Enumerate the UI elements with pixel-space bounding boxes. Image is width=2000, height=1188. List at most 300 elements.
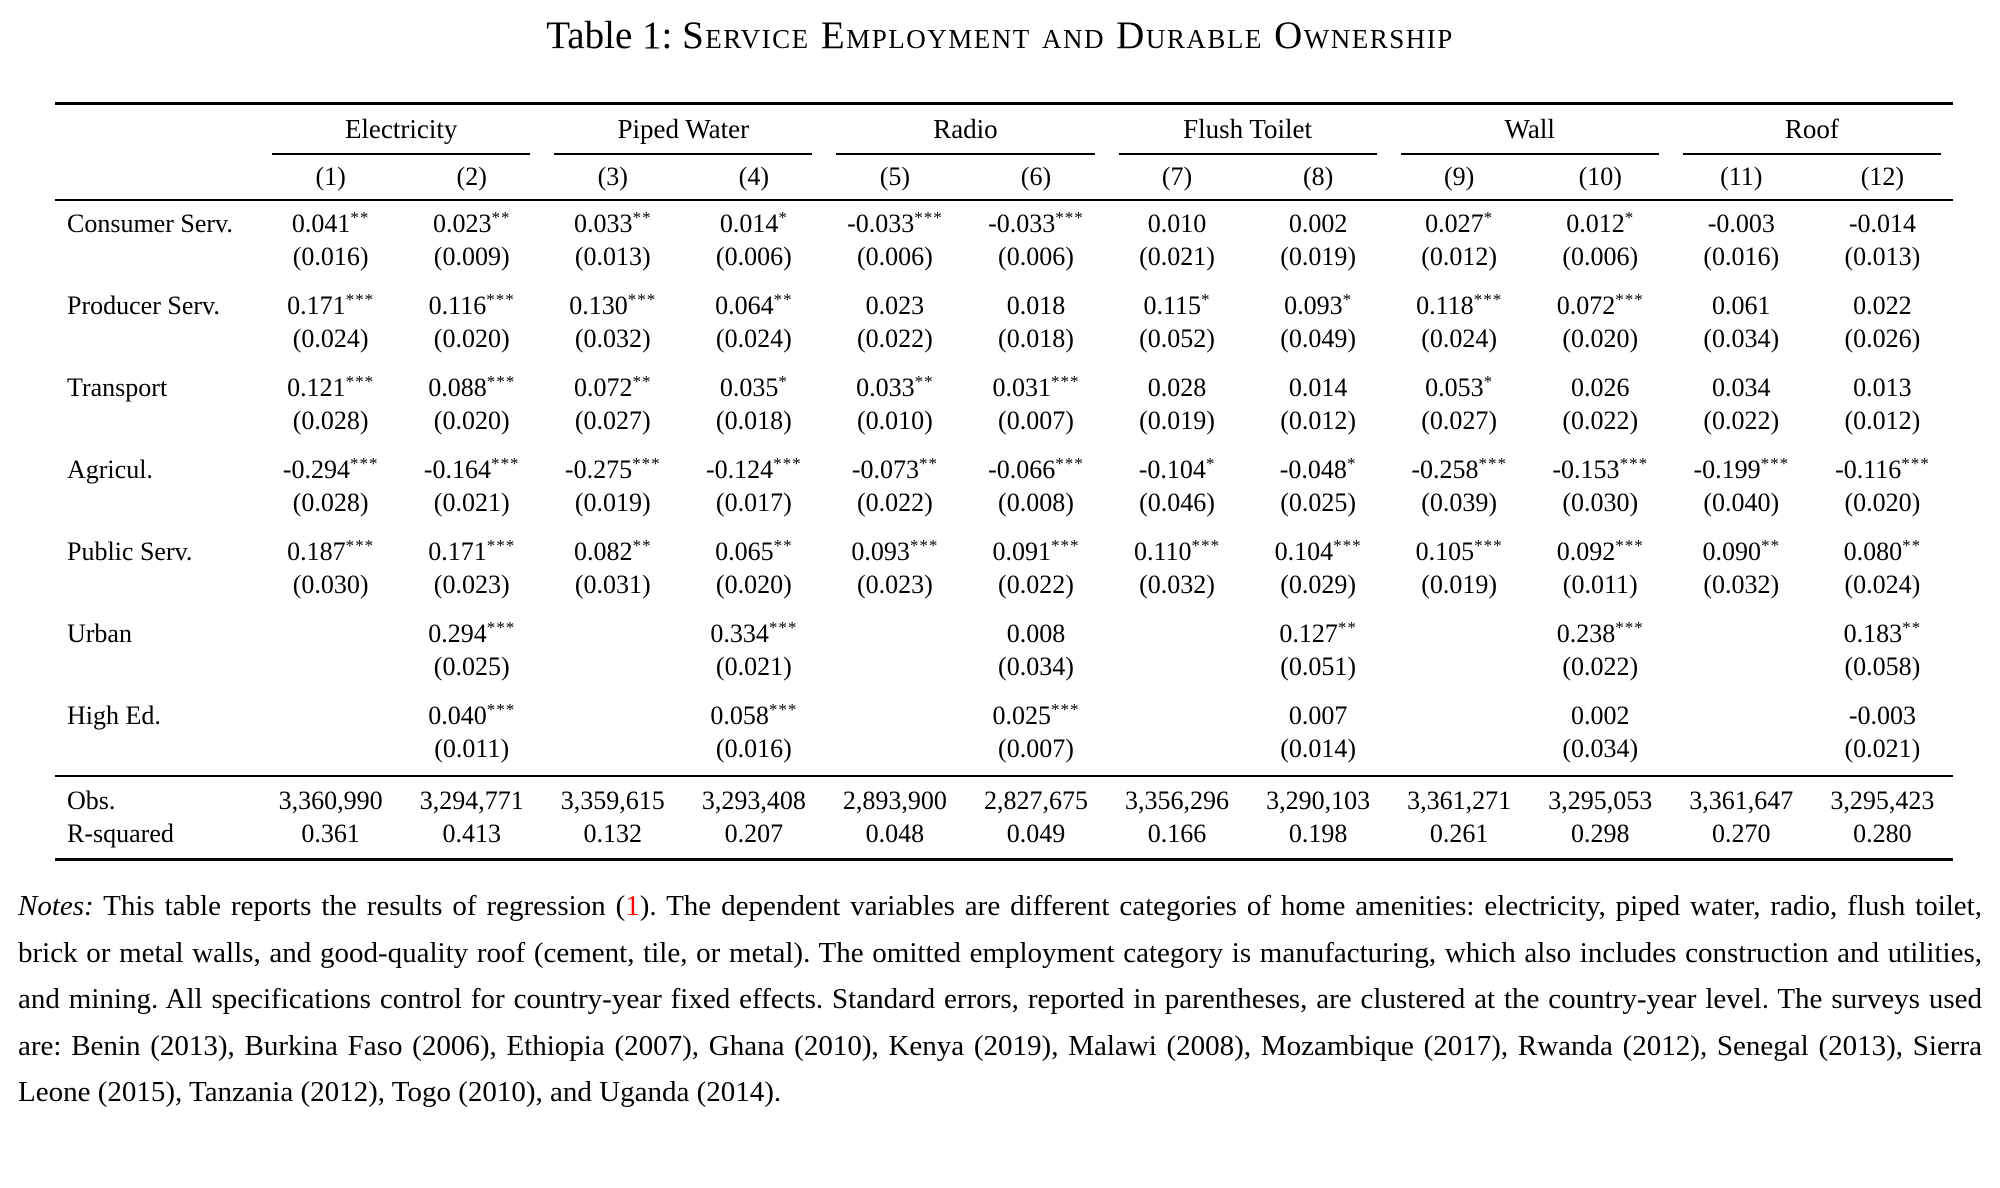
significance-stars: ** <box>632 208 652 227</box>
se-cell: (0.013) <box>1844 242 1921 271</box>
se-cell: (0.013) <box>574 242 651 271</box>
significance-stars: *** <box>632 454 661 473</box>
se-cell: (0.020) <box>1844 488 1921 517</box>
significance-stars: *** <box>1901 454 1930 473</box>
coef-cell: 0.238*** <box>1556 618 1644 648</box>
se-cell <box>1107 650 1248 693</box>
se-cell: (0.040) <box>1703 488 1780 517</box>
table-row <box>55 693 1953 732</box>
stat-value: 0.413 <box>442 819 501 848</box>
significance-stars: * <box>778 372 788 391</box>
table-row <box>55 365 1953 404</box>
column-group-radio <box>824 104 1106 156</box>
significance-stars: *** <box>491 454 520 473</box>
regression-table <box>55 102 1953 861</box>
table-row <box>55 200 1953 240</box>
se-cell: (0.032) <box>1703 570 1780 599</box>
se-cell: (0.006) <box>998 242 1074 271</box>
row-label: Agricul. <box>67 455 153 484</box>
se-cell: (0.046) <box>1139 488 1215 517</box>
group-spanner: Electricity <box>272 111 530 155</box>
column-number: (12) <box>1812 155 1953 200</box>
coef-cell: 0.090** <box>1702 536 1781 566</box>
coef-cell: -0.073** <box>851 454 938 484</box>
significance-stars: ** <box>1761 536 1781 555</box>
significance-stars: ** <box>491 208 511 227</box>
coef-cell: 0.064** <box>715 290 793 320</box>
stats-body <box>55 776 1953 860</box>
se-cell: (0.022) <box>998 570 1074 599</box>
regression-ref-link[interactable]: 1 <box>625 890 640 922</box>
significance-stars: *** <box>1615 618 1644 637</box>
coef-cell: 0.065** <box>715 536 793 566</box>
coef-cell: 0.061 <box>1712 291 1771 320</box>
se-cell: (0.029) <box>1280 570 1357 599</box>
se-cell: (0.018) <box>998 324 1074 353</box>
coef-cell: -0.003 <box>1848 701 1916 730</box>
coef-cell: 0.026 <box>1570 373 1630 402</box>
column-number: (11) <box>1671 155 1812 200</box>
stat-value: 3,295,423 <box>1812 776 1953 817</box>
group-spanner: Piped Water <box>554 111 812 155</box>
se-cell: (0.009) <box>433 242 510 271</box>
coef-cell: -0.033*** <box>847 208 943 238</box>
significance-stars: *** <box>486 290 515 309</box>
stat-value: 3,361,647 <box>1671 776 1812 817</box>
coef-cell: 0.023 <box>865 291 925 320</box>
coef-cell: 0.116*** <box>428 290 515 320</box>
se-cell: (0.021) <box>433 488 510 517</box>
significance-stars: *** <box>1333 536 1362 555</box>
se-cell: (0.027) <box>574 406 651 435</box>
stat-value: 3,360,990 <box>260 776 401 817</box>
se-cell: (0.017) <box>715 488 792 517</box>
column-number-row <box>55 155 1953 200</box>
coef-cell: -0.048* <box>1279 454 1357 484</box>
se-cell: (0.028) <box>292 406 369 435</box>
se-cell: (0.034) <box>998 652 1074 681</box>
coef-cell: 0.088*** <box>428 372 516 402</box>
significance-stars: *** <box>486 372 516 391</box>
se-cell <box>824 650 965 693</box>
coef-cell: 0.072** <box>574 372 652 402</box>
notes-text-after-ref: ). The dependent variables are different categories of home amenities: electricity, piped water, radio, flush toilet, brick or metal walls, and good-quality roof (cement, tile, or metal). The omitted employment category is manufacturing, which also includes construction and utilities, and mining. All specifications control for country-year fixed effects. Standard errors, reported in parentheses, are clustered at the country-year level. The surveys used are: Benin (2013), Burkina Faso (2006), Ethiopia (2007), Ghana (2010), Kenya (2019), Malawi (2008), Mozambique (2017), Rwanda (2012), Senegal (2013), Sierra Leone (2015), Tanzania (2012), Togo (2010), and Uganda (2014). <box>18 890 1982 1108</box>
se-cell: (0.049) <box>1280 324 1357 353</box>
se-cell: (0.028) <box>292 488 369 517</box>
group-spanner: Flush Toilet <box>1119 111 1377 155</box>
table-row-se <box>55 404 1953 447</box>
se-cell: (0.019) <box>574 488 651 517</box>
column-number: (4) <box>683 155 824 200</box>
coef-cell: 0.183** <box>1843 618 1922 648</box>
table-number: Table 1: <box>546 14 683 57</box>
significance-stars: ** <box>918 454 938 473</box>
stat-value: 3,293,408 <box>683 776 824 817</box>
significance-stars: *** <box>1619 454 1649 473</box>
stat-value: 3,361,271 <box>1389 776 1530 817</box>
se-cell <box>260 732 401 776</box>
column-number: (9) <box>1389 155 1530 200</box>
se-cell <box>542 732 683 776</box>
column-number: (7) <box>1107 155 1248 200</box>
se-cell: (0.012) <box>1421 242 1498 271</box>
se-cell: (0.021) <box>1139 242 1215 271</box>
stat-value: 0.280 <box>1853 819 1912 848</box>
significance-stars: ** <box>1902 618 1922 637</box>
se-cell: (0.008) <box>998 488 1074 517</box>
significance-stars: *** <box>1615 536 1644 555</box>
row-label-spacer <box>55 650 260 693</box>
coef-cell: 0.104*** <box>1274 536 1362 566</box>
row-label: Public Serv. <box>67 537 193 566</box>
coef-cell: 0.031*** <box>992 372 1080 402</box>
coef-cell: 0.294*** <box>428 618 516 648</box>
column-group-roof <box>1671 104 1953 156</box>
stat-value: 0.261 <box>1429 819 1489 848</box>
corner-cell <box>55 104 260 156</box>
coef-cell: 0.013 <box>1853 373 1912 402</box>
coef-cell: 0.105*** <box>1415 536 1503 566</box>
significance-stars: *** <box>486 618 516 637</box>
stat-value: 3,356,296 <box>1107 776 1248 817</box>
row-label-spacer <box>55 240 260 283</box>
se-cell: (0.019) <box>1139 406 1215 435</box>
coef-cell: 0.034 <box>1712 373 1771 402</box>
coef-cell <box>1107 611 1248 650</box>
stat-value: 0.166 <box>1147 819 1207 848</box>
column-group-electricity <box>260 104 542 156</box>
coef-cell: -0.066*** <box>988 454 1084 484</box>
coef-cell <box>1671 693 1812 732</box>
se-cell: (0.014) <box>1280 734 1357 763</box>
row-label-spacer <box>55 404 260 447</box>
coef-cell: 0.171*** <box>428 536 516 566</box>
row-label-spacer <box>55 322 260 365</box>
coef-cell: 0.092*** <box>1556 536 1644 566</box>
significance-stars: ** <box>914 372 934 391</box>
notes-text-before-ref: This table reports the results of regression ( <box>93 890 626 922</box>
significance-stars: *** <box>486 700 516 719</box>
column-number: (3) <box>542 155 683 200</box>
coef-cell: 0.022 <box>1853 291 1912 320</box>
row-label-spacer <box>55 732 260 776</box>
se-cell: (0.022) <box>1562 652 1639 681</box>
row-label-spacer <box>55 486 260 529</box>
significance-stars: * <box>1346 454 1357 473</box>
table-notes <box>18 883 1982 1116</box>
row-label: Producer Serv. <box>67 291 220 320</box>
table-row-se <box>55 322 1953 365</box>
row-label: High Ed. <box>67 701 161 730</box>
se-cell: (0.012) <box>1280 406 1357 435</box>
se-cell: (0.058) <box>1844 652 1921 681</box>
se-cell: (0.019) <box>1421 570 1498 599</box>
stat-value: 2,893,900 <box>824 776 965 817</box>
se-cell: (0.011) <box>1562 570 1638 599</box>
stat-label: Obs. <box>55 776 260 817</box>
stat-value: 0.132 <box>583 819 643 848</box>
significance-stars: *** <box>909 536 939 555</box>
significance-stars: *** <box>486 536 516 555</box>
se-cell: (0.007) <box>998 734 1074 763</box>
se-cell <box>1107 732 1248 776</box>
se-cell: (0.025) <box>433 652 510 681</box>
coef-cell: 0.130*** <box>569 290 657 320</box>
coef-cell: 0.014 <box>1288 373 1348 402</box>
se-cell: (0.022) <box>1562 406 1639 435</box>
coef-cell: 0.187*** <box>287 536 375 566</box>
coef-cell: 0.171*** <box>287 290 375 320</box>
row-label-spacer <box>55 568 260 611</box>
stat-value: 0.049 <box>1006 819 1066 848</box>
se-cell: (0.016) <box>292 242 369 271</box>
se-cell: (0.016) <box>1703 242 1780 271</box>
page-title <box>0 0 2000 60</box>
se-cell: (0.025) <box>1280 488 1357 517</box>
se-cell: (0.020) <box>433 324 510 353</box>
coef-cell: 0.080** <box>1843 536 1922 566</box>
table-row <box>55 447 1953 486</box>
coef-cell: 0.007 <box>1288 701 1348 730</box>
significance-stars: * <box>1483 208 1494 227</box>
table-row-se <box>55 568 1953 611</box>
significance-stars: *** <box>1474 536 1503 555</box>
coef-cell: -0.164*** <box>423 454 520 484</box>
significance-stars: * <box>1624 208 1635 227</box>
coef-cell: 0.014* <box>719 208 788 238</box>
significance-stars: *** <box>1050 372 1080 391</box>
coef-cell: 0.121*** <box>287 372 375 402</box>
significance-stars: ** <box>350 208 370 227</box>
significance-stars: *** <box>345 372 375 391</box>
coef-cell: 0.033** <box>856 372 934 402</box>
notes-label: Notes: <box>18 890 94 922</box>
significance-stars: *** <box>768 618 798 637</box>
significance-stars: *** <box>1050 700 1080 719</box>
se-cell: (0.019) <box>1280 242 1357 271</box>
column-number: (2) <box>401 155 542 200</box>
stat-value: 0.298 <box>1570 819 1630 848</box>
coef-cell: 0.093*** <box>851 536 939 566</box>
table-row <box>55 529 1953 568</box>
column-number: (5) <box>824 155 965 200</box>
coef-cell: -0.294*** <box>282 454 379 484</box>
coef-cell: -0.033*** <box>988 208 1084 238</box>
se-cell: (0.022) <box>1703 406 1780 435</box>
coef-cell: -0.116*** <box>1835 454 1930 484</box>
se-cell: (0.051) <box>1280 652 1357 681</box>
coef-cell: 0.041** <box>291 208 370 238</box>
se-cell: (0.024) <box>1844 570 1921 599</box>
coef-cell: 0.082** <box>574 536 652 566</box>
table-row-se <box>55 240 1953 283</box>
se-cell: (0.024) <box>292 324 369 353</box>
se-cell: (0.022) <box>856 324 933 353</box>
significance-stars: *** <box>627 290 657 309</box>
coef-cell: 0.110*** <box>1134 536 1221 566</box>
group-header-row <box>55 104 1953 156</box>
se-cell: (0.024) <box>715 324 792 353</box>
column-number: (6) <box>965 155 1106 200</box>
coef-cell: 0.035* <box>719 372 788 402</box>
table-row <box>55 283 1953 322</box>
significance-stars: *** <box>914 208 943 227</box>
significance-stars: *** <box>1050 536 1080 555</box>
coef-cell: 0.093* <box>1284 290 1353 320</box>
se-cell <box>1671 650 1812 693</box>
se-cell: (0.016) <box>715 734 792 763</box>
significance-stars: *** <box>345 290 375 309</box>
significance-stars: * <box>1483 372 1494 391</box>
coef-cell: -0.275*** <box>564 454 661 484</box>
coef-cell: -0.104* <box>1138 454 1216 484</box>
se-cell: (0.021) <box>1844 734 1921 763</box>
column-number: (10) <box>1530 155 1671 200</box>
significance-stars: *** <box>1478 454 1507 473</box>
se-cell: (0.012) <box>1844 406 1921 435</box>
column-group-flush-toilet <box>1107 104 1389 156</box>
se-cell <box>824 732 965 776</box>
column-group-wall <box>1389 104 1671 156</box>
row-label: Consumer Serv. <box>67 209 233 238</box>
corner-cell <box>55 155 260 200</box>
column-number: (8) <box>1248 155 1389 200</box>
coef-cell <box>1389 611 1530 650</box>
se-cell: (0.030) <box>292 570 369 599</box>
stat-row <box>55 776 1953 817</box>
coef-cell: -0.124*** <box>706 454 802 484</box>
coef-cell <box>824 693 965 732</box>
coef-cell: 0.018 <box>1006 291 1066 320</box>
se-cell: (0.007) <box>998 406 1074 435</box>
se-cell <box>1389 732 1530 776</box>
table-title-smallcaps: Service Employment and Durable Ownership <box>682 14 1454 57</box>
coef-cell: 0.002 <box>1288 209 1348 238</box>
se-cell: (0.024) <box>1421 324 1498 353</box>
stat-value: 2,827,675 <box>965 776 1106 817</box>
significance-stars: * <box>1342 290 1353 309</box>
significance-stars: * <box>1205 454 1216 473</box>
significance-stars: *** <box>1473 290 1503 309</box>
coefficients-body <box>55 200 1953 776</box>
coef-cell: 0.028 <box>1147 373 1207 402</box>
se-cell: (0.022) <box>856 488 933 517</box>
se-cell: (0.006) <box>856 242 933 271</box>
significance-stars: ** <box>773 290 793 309</box>
coef-cell: 0.091*** <box>992 536 1080 566</box>
stat-value: 0.270 <box>1712 819 1771 848</box>
coef-cell: 0.058*** <box>710 700 798 730</box>
coef-cell <box>1389 693 1530 732</box>
significance-stars: ** <box>632 372 652 391</box>
column-number: (1) <box>260 155 401 200</box>
coef-cell: 0.334*** <box>710 618 798 648</box>
stat-value: 0.207 <box>724 819 784 848</box>
se-cell: (0.020) <box>715 570 792 599</box>
se-cell <box>1671 732 1812 776</box>
significance-stars: *** <box>1760 454 1790 473</box>
se-cell: (0.023) <box>433 570 510 599</box>
row-label: Transport <box>67 373 168 402</box>
significance-stars: ** <box>1337 618 1357 637</box>
coef-cell <box>824 611 965 650</box>
coef-cell: 0.118*** <box>1416 290 1503 320</box>
coef-cell: -0.199*** <box>1693 454 1790 484</box>
coef-cell: -0.003 <box>1707 209 1775 238</box>
stat-row <box>55 817 1953 860</box>
se-cell: (0.023) <box>856 570 933 599</box>
group-spanner: Radio <box>836 111 1094 155</box>
significance-stars: ** <box>632 536 652 555</box>
coef-cell <box>542 693 683 732</box>
significance-stars: *** <box>773 454 802 473</box>
coef-cell <box>260 611 401 650</box>
se-cell <box>260 650 401 693</box>
significance-stars: * <box>1201 290 1211 309</box>
coef-cell: 0.008 <box>1006 619 1066 648</box>
stat-value: 0.198 <box>1288 819 1348 848</box>
se-cell: (0.027) <box>1421 406 1498 435</box>
se-cell: (0.030) <box>1562 488 1639 517</box>
significance-stars: ** <box>1902 536 1922 555</box>
coef-cell: 0.072*** <box>1556 290 1644 320</box>
se-cell: (0.034) <box>1703 324 1780 353</box>
table-row-se <box>55 650 1953 693</box>
coef-cell <box>1671 611 1812 650</box>
se-cell: (0.018) <box>715 406 792 435</box>
coef-cell: 0.040*** <box>428 700 516 730</box>
coef-cell: 0.010 <box>1147 209 1207 238</box>
row-label: Urban <box>67 619 132 648</box>
significance-stars: *** <box>1615 290 1644 309</box>
coef-cell: -0.014 <box>1848 209 1916 238</box>
significance-stars: *** <box>768 700 798 719</box>
se-cell: (0.010) <box>856 406 933 435</box>
se-cell: (0.034) <box>1562 734 1639 763</box>
se-cell: (0.006) <box>715 242 792 271</box>
coef-cell: 0.127** <box>1279 618 1357 648</box>
se-cell <box>1389 650 1530 693</box>
coef-cell <box>1107 693 1248 732</box>
se-cell: (0.011) <box>434 734 510 763</box>
se-cell: (0.052) <box>1139 324 1215 353</box>
significance-stars: *** <box>1055 208 1084 227</box>
coef-cell <box>260 693 401 732</box>
stat-value: 3,290,103 <box>1248 776 1389 817</box>
group-spanner: Roof <box>1683 111 1941 155</box>
se-cell: (0.020) <box>1562 324 1639 353</box>
significance-stars: *** <box>345 536 375 555</box>
se-cell: (0.039) <box>1421 488 1498 517</box>
coef-cell: 0.115* <box>1143 290 1211 320</box>
coef-cell: 0.025*** <box>992 700 1080 730</box>
coef-cell: 0.033** <box>574 208 652 238</box>
coef-cell: 0.023** <box>432 208 511 238</box>
se-cell: (0.032) <box>574 324 651 353</box>
table-row <box>55 611 1953 650</box>
significance-stars: *** <box>1191 536 1221 555</box>
se-cell: (0.031) <box>574 570 651 599</box>
significance-stars: *** <box>1055 454 1084 473</box>
se-cell <box>542 650 683 693</box>
coef-cell: -0.258*** <box>1411 454 1507 484</box>
coef-cell: 0.002 <box>1570 701 1630 730</box>
coef-cell: 0.012* <box>1566 208 1635 238</box>
significance-stars: ** <box>773 536 793 555</box>
coef-cell: 0.027* <box>1425 208 1494 238</box>
se-cell: (0.021) <box>715 652 792 681</box>
table-row-se <box>55 732 1953 776</box>
